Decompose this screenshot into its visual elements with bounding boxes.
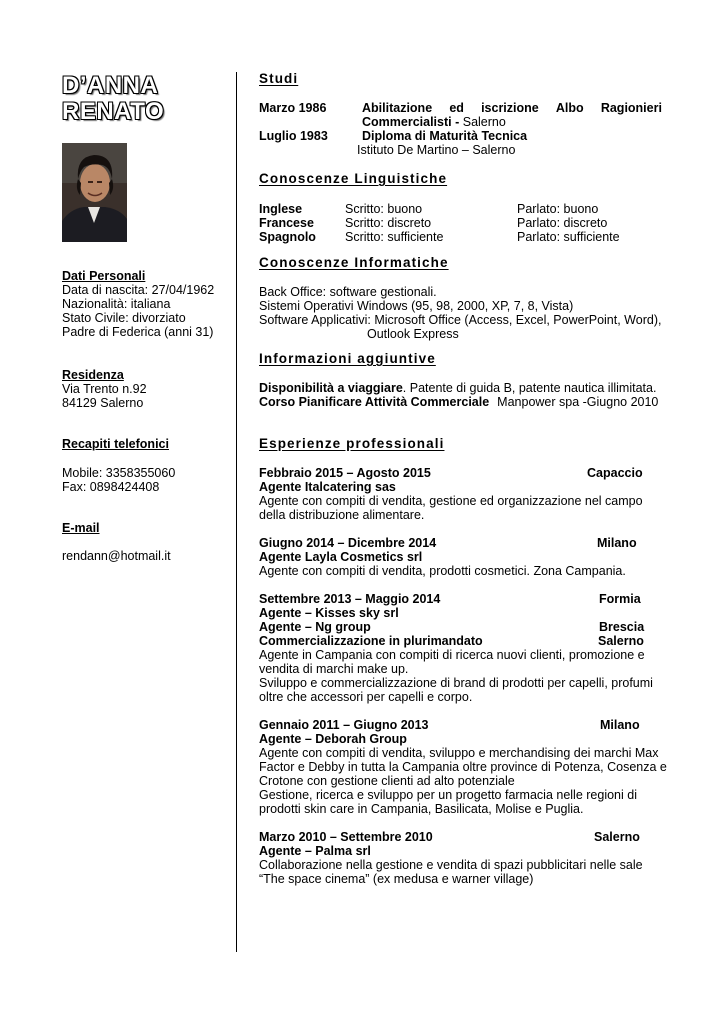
lang-3-name: Spagnolo [259, 230, 316, 244]
languages-heading: Conoscenze Linguistiche [259, 171, 448, 186]
residence-heading: Residenza [62, 368, 124, 382]
study-1-title-line2 [362, 115, 506, 129]
lang-2-name: Francese [259, 216, 314, 230]
job-3-desc: oltre che accessori per capelli e corpo. [259, 690, 473, 704]
father-info: Padre di Federica (anni 31) [62, 325, 214, 339]
job-5-desc: “The space cinema” (ex medusa e warner village) [259, 872, 534, 886]
study-1-title [362, 101, 662, 115]
it-heading: Conoscenze Informatiche [259, 255, 449, 270]
additional-line-1 [259, 381, 656, 395]
residence-street: Via Trento n.92 [62, 382, 147, 396]
study-2-detail: Istituto De Martino – Salerno [357, 143, 516, 157]
job-3-company-3: Commercializzazione in plurimandato [259, 634, 483, 648]
job-3-company-2: Agente – Ng group [259, 620, 371, 634]
additional-heading: Informazioni aggiuntive [259, 351, 436, 366]
email-heading: E-mail [62, 521, 100, 535]
phones-heading: Recapiti telefonici [62, 437, 169, 451]
job-4-desc: Gestione, ricerca e sviluppo per un progetto farmacia nelle regioni di [259, 788, 637, 802]
lang-1-written: Scritto: buono [345, 202, 423, 216]
study-1-place: Salerno [459, 115, 506, 129]
job-3-place-3: Salerno [598, 634, 644, 648]
job-4-period: Gennaio 2011 – Giugno 2013 [259, 718, 429, 732]
civil-status: Stato Civile: divorziato [62, 311, 186, 325]
column-divider [236, 72, 237, 952]
lang-2-spoken: Parlato: discreto [517, 216, 608, 230]
it-line-2: Sistemi Operativi Windows (95, 98, 2000, XP, 7, 8, Vista) [259, 299, 574, 313]
job-3-company: Agente – Kisses sky srl [259, 606, 399, 620]
study-2-title: Diploma di Maturità Tecnica [362, 129, 528, 143]
job-3-desc: Sviluppo e commercializzazione di brand di prodotti per capelli, profumi [259, 676, 653, 690]
job-1-company: Agente Italcatering sas [259, 480, 396, 494]
job-4-desc: Crotone con gestione clienti ad alto potenziale [259, 774, 515, 788]
additional-line-2 [259, 395, 658, 409]
course-title: Corso Pianificare Attività Commerciale [259, 395, 490, 409]
job-5-desc: Collaborazione nella gestione e vendita di spazi pubblicitari nelle sale [259, 858, 643, 872]
profile-photo [62, 143, 127, 242]
course-provider: Manpower spa -Giugno 2010 [497, 395, 659, 409]
study-1-date: Marzo 1986 [259, 101, 327, 115]
mobile-number: Mobile: 3358355060 [62, 466, 176, 480]
licenses: . Patente di guida B, patente nautica illimitata. [402, 381, 657, 395]
job-3-desc: Agente in Campania con compiti di ricerca nuovi clienti, promozione e [259, 648, 645, 662]
job-5-company: Agente – Palma srl [259, 844, 371, 858]
it-line-4: Outlook Express [367, 327, 459, 341]
study-1-title-cont: Commercialisti - [362, 115, 460, 129]
study-1-word: Albo [555, 101, 584, 115]
job-1-desc: della distribuzione alimentare. [259, 508, 425, 522]
name-line-1: D’ANNA [62, 72, 159, 99]
study-2-date: Luglio 1983 [259, 129, 328, 143]
job-2-place: Milano [597, 536, 637, 550]
studies-heading: Studi [259, 71, 299, 86]
lang-3-written: Scritto: sufficiente [345, 230, 444, 244]
job-4-desc: Factor e Debby in tutta la Campania oltre province di Potenza, Cosenza e [259, 760, 667, 774]
job-4-desc: prodotti skin care in Campania, Basilicata, Molise e Puglia. [259, 802, 584, 816]
job-5-place: Salerno [594, 830, 640, 844]
lang-3-spoken: Parlato: sufficiente [517, 230, 620, 244]
job-3-period: Settembre 2013 – Maggio 2014 [259, 592, 441, 606]
job-4-company: Agente – Deborah Group [259, 732, 407, 746]
job-2-company: Agente Layla Cosmetics srl [259, 550, 423, 564]
job-3-place-2: Brescia [599, 620, 645, 634]
study-1-word: Ragionieri [600, 101, 662, 115]
lang-1-spoken: Parlato: buono [517, 202, 599, 216]
fax-number: Fax: 0898424408 [62, 480, 160, 494]
nationality: Nazionalità: italiana [62, 297, 171, 311]
residence-city: 84129 Salerno [62, 396, 144, 410]
name-line-2: RENATO [62, 98, 165, 125]
birth-date: Data di nascita: 27/04/1962 [62, 283, 215, 297]
study-1-word: ed [449, 101, 464, 115]
job-1-desc: Agente con compiti di vendita, gestione ed organizzazione nel campo [259, 494, 643, 508]
job-2-period: Giugno 2014 – Dicembre 2014 [259, 536, 437, 550]
personal-data-heading: Dati Personali [62, 269, 146, 283]
job-4-desc: Agente con compiti di vendita, sviluppo e merchandising dei marchi Max [259, 746, 659, 760]
travel-availability: Disponibilità a viaggiare [259, 381, 403, 395]
job-4-place: Milano [600, 718, 640, 732]
experience-heading: Esperienze professionali [259, 436, 445, 451]
job-2-desc: Agente con compiti di vendita, prodotti cosmetici. Zona Campania. [259, 564, 626, 578]
email-address[interactable]: rendann@hotmail.it [62, 549, 171, 563]
job-1-period: Febbraio 2015 – Agosto 2015 [259, 466, 431, 480]
cv-name [62, 73, 164, 125]
lang-1-name: Inglese [259, 202, 303, 216]
it-line-3: Software Applicativi: Microsoft Office (Access, Excel, PowerPoint, Word), [259, 313, 662, 327]
job-3-place: Formia [599, 592, 641, 606]
job-5-period: Marzo 2010 – Settembre 2010 [259, 830, 433, 844]
study-1-word: iscrizione [481, 101, 539, 115]
lang-2-written: Scritto: discreto [345, 216, 432, 230]
job-3-desc: vendita di marchi make up. [259, 662, 409, 676]
portrait-image [62, 143, 127, 242]
study-1-word: Abilitazione [362, 101, 433, 115]
job-1-place: Capaccio [587, 466, 643, 480]
it-line-1: Back Office: software gestionali. [259, 285, 437, 299]
